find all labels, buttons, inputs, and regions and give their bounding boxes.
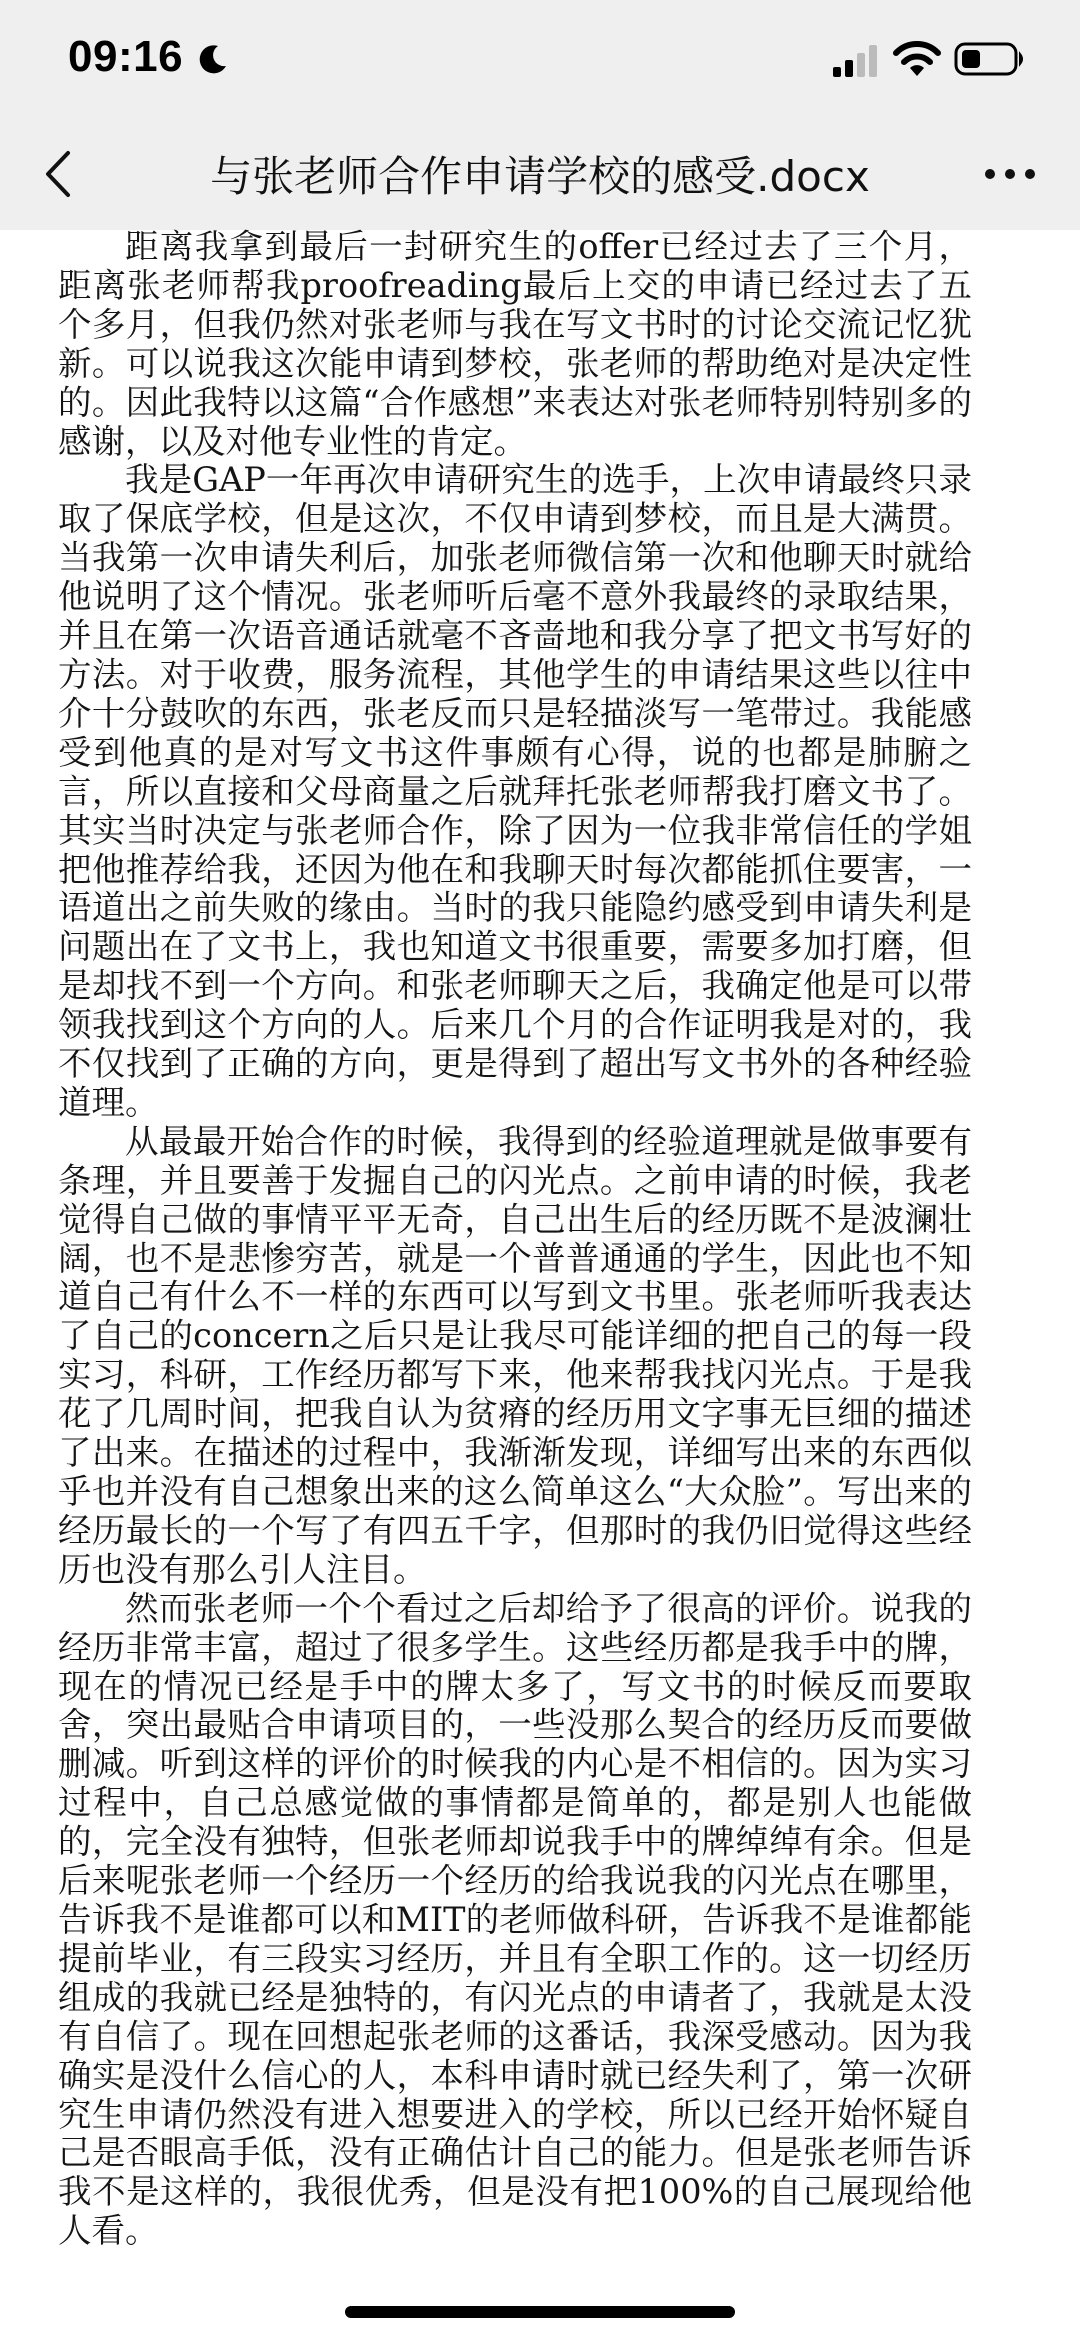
more-horizontal-icon <box>984 168 1036 180</box>
nav-bar <box>0 120 1080 230</box>
more-button[interactable] <box>970 144 1050 204</box>
signal-icon <box>833 45 879 77</box>
status-time: 09:16 <box>68 32 184 81</box>
document-body[interactable] <box>58 228 972 2337</box>
back-button[interactable] <box>30 142 86 206</box>
home-indicator[interactable] <box>345 2306 735 2318</box>
paragraph: 我是GAP一年再次申请研究生的选手，上次申请最终只录取了保底学校，但是这次，不仅申请到梦校，而且是大满贯。当我第一次申请失利后，加张老师微信第一次和他聊天时就给他说明了这个情况。张老师听后毫不意外我最终的录取结果，并且在第一次语音通话就毫不吝啬地和我分享了把文书写好的方法。对于收费，服务流程，其他学生的申请结果这些以往中介十分鼓吹的东西，张老反而只是轻描淡写一笔带过。我能感受到他真的是对写文书这件事颇有心得，说的也都是肺腑之言，所以直接和父母商量之后就拜托张老师帮我打磨文书了。其实当时决定与张老师合作，除了因为一位我非常信任的学姐把他推荐给我，还因为他在和我聊天时每次都能抓住要害，一语道出之前失败的缘由。当时的我只能隐约感受到申请失利是问题出在了文书上，我也知道文书很重要，需要多加打磨，但是却找不到一个方向。和张老师聊天之后，我确定他是可以带领我找到这个方向的人。后来几个月的合作证明我是对的，我不仅找到了正确的方向，更是得到了超出写文书外的各种经验道理。 <box>58 460 972 1122</box>
top-chrome <box>0 0 1080 230</box>
battery-icon <box>954 42 1026 76</box>
status-bar <box>0 0 1080 120</box>
chevron-left-icon <box>44 150 72 198</box>
paragraph: 从最最开始合作的时候，我得到的经验道理就是做事要有条理，并且要善于发掘自己的闪光点。之前申请的时候，我老觉得自己做的事情平平无奇，自己出生后的经历既不是波澜壮阔，也不是悲惨穷苦，就是一个普普通通的学生，因此也不知道自己有什么不一样的东西可以写到文书里。张老师听我表达了自己的concern之后只是让我尽可能详细的把自己的每一段实习，科研，工作经历都写下来，他来帮我找闪光点。于是我花了几周时间，把我自认为贫瘠的经历用文字事无巨细的描述了出来。在描述的过程中，我渐渐发现，详细写出来的东西似乎也并没有自己想象出来的这么简单这么“大众脸”。写出来的经历最长的一个写了有四五千字，但那时的我仍旧觉得这些经历也没有那么引人注目。 <box>58 1121 972 1589</box>
moon-icon <box>196 42 230 76</box>
paragraph: 然而张老师一个个看过之后却给予了很高的评价。说我的经历非常丰富，超过了很多学生。这些经历都是我手中的牌，现在的情况已经是手中的牌太多了，写文书的时候反而要取舍，突出最贴合申请项目的，一些没那么契合的经历反而要做删减。听到这样的评价的时候我的内心是不相信的。因为实习过程中，自己总感觉做的事情都是简单的，都是别人也能做的，完全没有独特，但张老师却说我手中的牌绰绰有余。但是后来呢张老师一个经历一个经历的给我说我的闪光点在哪里，告诉我不是谁都可以和MIT的老师做科研，告诉我不是谁都能提前毕业，有三段实习经历，并且有全职工作的。这一切经历组成的我就已经是独特的，有闪光点的申请者了，我就是太没有自信了。现在回想起张老师的这番话，我深受感动。因为我确实是没什么信心的人，本科申请时就已经失利了，第一次研究生申请仍然没有进入想要进入的学校，所以已经开始怀疑自己是否眼高手低，没有正确估计自己的能力。但是张老师告诉我不是这样的，我很优秀，但是没有把100%的自己展现给他人看。 <box>58 1588 972 2251</box>
wifi-icon <box>892 40 942 78</box>
paragraph: 距离我拿到最后一封研究生的offer已经过去了三个月，距离张老师帮我proofreading最后上交的申请已经过去了五个多月，但我仍然对张老师与我在写文书时的讨论交流记忆犹新。可以说我这次能申请到梦校，张老师的帮助绝对是决定性的。因此我特以这篇“合作感想”来表达对张老师特别特别多的感谢，以及对他专业性的肯定。 <box>58 228 972 461</box>
document-title: 与张老师合作申请学校的感受.docx <box>210 152 870 201</box>
